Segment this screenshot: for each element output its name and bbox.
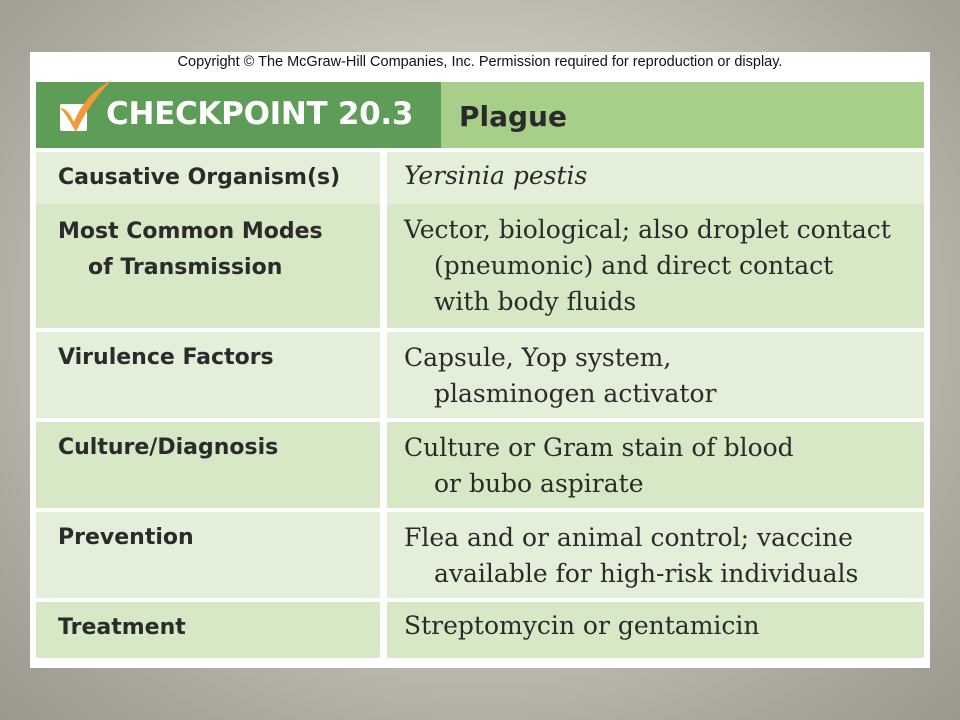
row-value: Streptomycin or gentamicin [404,611,760,640]
row-value: Culture or Gram stain of blood or bubo aspirate [404,433,794,498]
table-row-treatment [36,602,924,658]
slide [30,52,930,668]
row-label: Causative Organism(s) [58,165,341,190]
row-label: Prevention [58,525,194,550]
checkpoint-header [36,82,924,148]
row-label: Virulence Factors [58,345,274,370]
row-label: Treatment [58,615,186,640]
column-divider [380,150,387,666]
table-row-virulence [36,332,924,418]
row-value: Vector, biological; also droplet contact (pneumonic) and direct contact with body fluids [404,215,891,316]
row-separator [36,658,924,666]
checkpoint-title: CHECKPOINT 20.3 [106,96,414,132]
table-row-transmission [36,204,924,328]
row-label: Most Common Modes of Transmission [58,219,323,280]
row-value: Capsule, Yop system, plasminogen activator [404,343,717,408]
table-row-prevention [36,512,924,598]
row-value: Flea and or animal control; vaccine available for high-risk individuals [404,523,859,588]
table-row-causative [36,152,924,204]
row-value: Yersinia pestis [404,161,588,190]
row-label: Culture/Diagnosis [58,435,279,460]
checkpoint-card [36,82,924,666]
checkpoint-subject: Plague [459,100,567,133]
table-row-diagnosis [36,422,924,508]
copyright-notice: Copyright © The McGraw-Hill Companies, Inc. Permission required for reproduction or display. [177,54,783,70]
